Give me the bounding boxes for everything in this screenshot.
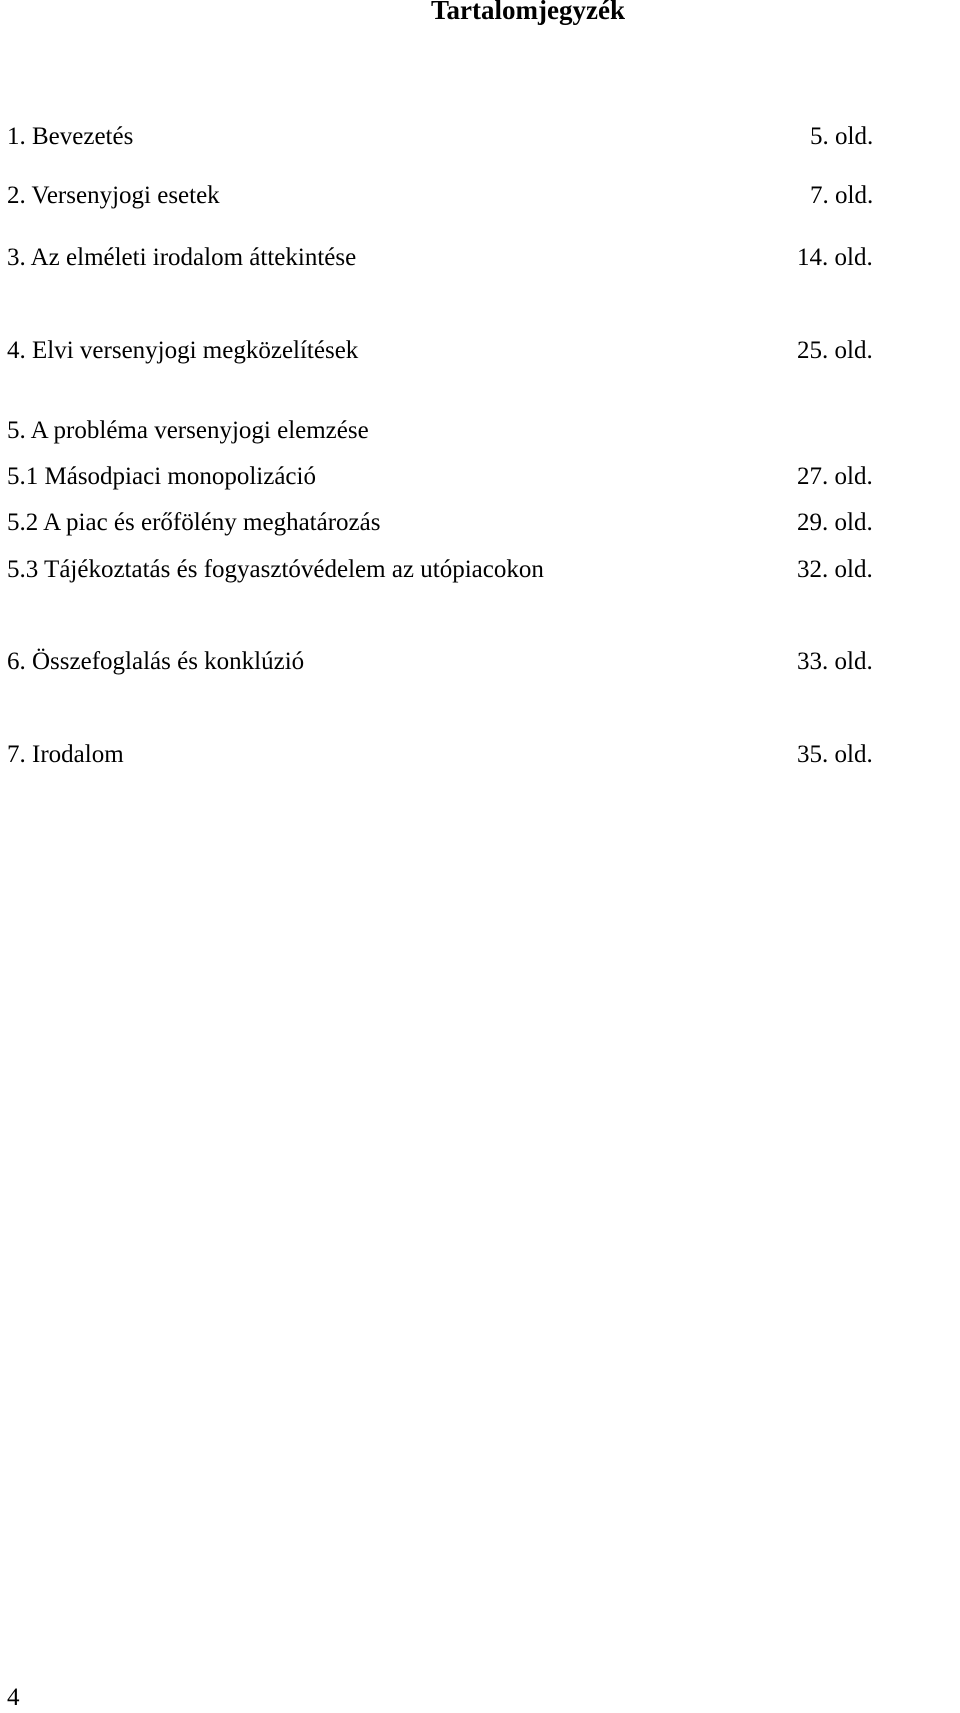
- toc-page-5-1: 27. old.: [797, 463, 873, 490]
- toc-entry-5: 5. A probléma versenyjogi elemzése: [7, 417, 369, 444]
- page-number: 4: [7, 1684, 20, 1711]
- toc-page-5-3: 32. old.: [797, 556, 873, 583]
- toc-page-1: 5. old.: [810, 123, 874, 150]
- toc-entry-1: 1. Bevezetés: [7, 123, 134, 150]
- toc-page-3: 14. old.: [797, 244, 873, 271]
- toc-page-6: 33. old.: [797, 648, 873, 675]
- toc-page-4: 25. old.: [797, 337, 873, 364]
- toc-entry-3: 3. Az elméleti irodalom áttekintése: [7, 244, 357, 271]
- toc-page-2: 7. old.: [810, 182, 874, 209]
- toc-title: Tartalomjegyzék: [431, 0, 625, 25]
- toc-entry-5-2: 5.2 A piac és erőfölény meghatározás: [7, 509, 381, 536]
- toc-entry-6: 6. Összefoglalás és konklúzió: [7, 648, 305, 675]
- toc-entry-4: 4. Elvi versenyjogi megközelítések: [7, 337, 359, 364]
- toc-entry-5-3: 5.3 Tájékoztatás és fogyasztóvédelem az utópiacokon: [7, 556, 544, 583]
- toc-entry-2: 2. Versenyjogi esetek: [7, 182, 220, 209]
- toc-entry-5-1: 5.1 Másodpiaci monopolizáció: [7, 463, 316, 490]
- toc-entry-7: 7. Irodalom: [7, 741, 124, 768]
- toc-page-7: 35. old.: [797, 741, 873, 768]
- toc-page-5-2: 29. old.: [797, 509, 873, 536]
